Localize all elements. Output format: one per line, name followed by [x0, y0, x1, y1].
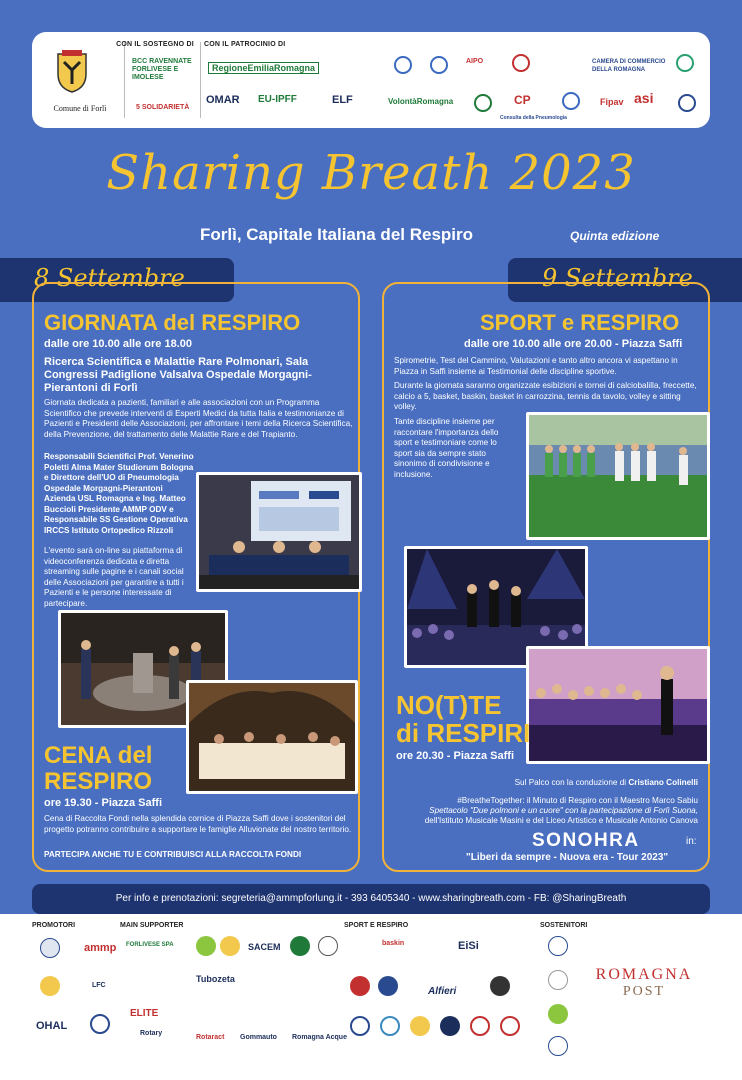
sport-icon	[440, 1016, 460, 1036]
stage-line3: Spettacolo "Due polmoni e un cuore" con la partecipazione di Forlì Suona,	[429, 806, 698, 815]
sostenitore-icon	[548, 936, 568, 956]
sostenitore-icon	[548, 1004, 568, 1024]
singer-photo	[526, 646, 710, 764]
promoter-icon	[40, 976, 60, 996]
sacem-logo: SACEM	[248, 942, 281, 952]
asi-logo: asi	[634, 90, 654, 106]
sostenitore-icon	[548, 1036, 568, 1056]
supporter-icon	[220, 936, 240, 956]
main-title: Sharing Breath 2023	[106, 145, 636, 201]
sport-icon	[490, 976, 510, 996]
dinner-image	[189, 683, 355, 791]
aipo-logo: AIPO	[466, 58, 484, 65]
day1-time: dalle ore 10.00 alle ore 18.00	[44, 338, 192, 350]
main-supporter-label: MAIN SUPPORTER	[120, 922, 184, 929]
sostenitore-icon	[548, 970, 568, 990]
day1-headline: Ricerca Scientifica e Malattie Rare Polmonari, Sala Congressi Padiglione Valsalva Ospedale Morgagni-Pierantoni di Forlì	[44, 356, 312, 394]
elite-logo: ELITE	[130, 1008, 159, 1019]
emblem-icon	[676, 54, 694, 72]
eisi-logo: EiSi	[458, 940, 479, 952]
consulta-logo: Consulta della Pneumologia	[500, 115, 567, 121]
supporter-icon	[196, 936, 216, 956]
stage-line4: dell'Istituto Musicale Masini e del Liceo Artistico e Musicale Antonio Canova	[424, 816, 698, 825]
stage-host: Cristiano Colinelli	[628, 778, 698, 787]
sport-icon	[380, 1016, 400, 1036]
supporter-logo: FORLIVESE SPA	[126, 942, 174, 948]
stage-host-line	[394, 778, 698, 789]
emblem-icon	[512, 54, 530, 72]
dinner-description: Cena di Raccolta Fondi nella splendida cornice di Piazza Saffi dove i sostenitori del progetto potranno contribuire a supportare le famiglie Alluvionate del nostro territorio.	[44, 814, 352, 834]
ammp-logo: ammp	[84, 942, 117, 954]
day2-title: SPORT e RESPIRO	[480, 310, 680, 335]
dinner-photo	[186, 680, 358, 794]
emblem-icon	[562, 92, 580, 110]
comune-label: Comune di Forlì	[53, 104, 107, 113]
dinner-title-line1: CENA del	[44, 742, 153, 769]
emblem-icon	[394, 56, 412, 74]
volonta-logo: VolontàRomagna	[388, 97, 454, 106]
sport-icon	[470, 1016, 490, 1036]
stage-line2: #BreatheTogether: il Minuto di Respiro con il Maestro Marco Sabiu	[457, 796, 698, 805]
solidarieta-logo: 5 SOLIDARIETÀ	[136, 104, 190, 111]
day1-title: GIORNATA del RESPIRO	[44, 310, 301, 335]
stage-prefix: Sul Palco con la conduzione di	[514, 778, 627, 787]
sport-icon	[500, 1016, 520, 1036]
comune-crest-icon	[54, 50, 90, 94]
sonohra-logo: SONOHRA	[532, 830, 640, 851]
sostegno-label: CON IL SOSTEGNO DI	[116, 41, 194, 48]
sport-photo	[526, 412, 710, 540]
sostenitori-label: SOSTENITORI	[540, 922, 588, 929]
night-title-line2: di RESPIRI	[396, 718, 531, 748]
lfc-logo: LFC	[92, 982, 106, 989]
alfieri-logo: Alfieri	[428, 986, 457, 997]
divider	[124, 42, 125, 118]
day2-time: dalle ore 10.00 alle ore 20.00 - Piazza Saffi	[464, 338, 683, 350]
romagna-post-watermark	[582, 966, 706, 1000]
day2-desc2: Durante la giornata saranno organizzate esibizioni e tornei di calciobalilla, freccette, calcio a 5, basket, baskin, basket in carrozzina, tennis da tavolo, volley e sitting volley.	[394, 381, 697, 411]
post-word: POST	[622, 984, 666, 999]
supporter-icon	[290, 936, 310, 956]
conference-image	[199, 475, 359, 589]
camera-logo: CAMERA DI COMMERCIO DELLA ROMAGNA	[592, 59, 666, 73]
subtitle: Forlì, Capitale Italiana del Respiro	[200, 225, 474, 244]
emblem-icon	[678, 94, 696, 112]
day2-desc1: Spirometrie, Test del Cammino, Valutazioni e tanto altro ancora vi aspettano in Piazza in Saffi insieme ai Testimonial delle discipline sportive.	[394, 356, 678, 376]
sponsor-strip	[32, 32, 710, 128]
fipav-logo: Fipav	[600, 97, 624, 107]
date-day1: 8 Settembre	[34, 264, 185, 292]
rotaract-logo: Rotaract	[196, 1034, 225, 1041]
promoter-icon	[40, 938, 60, 958]
night-time: ore 20.30 - Piazza Saffi	[396, 750, 514, 762]
sport-icon	[350, 1016, 370, 1036]
tubozeta-logo: Tubozeta	[196, 974, 235, 984]
edition-label: Quinta edizione	[570, 229, 660, 243]
info-bar: Per info e prenotazioni: segreteria@ammpforlung.it - 393 6405340 - www.sharingbreath.com - FB: @SharingBreath	[32, 884, 710, 914]
patrocinio-label: CON IL PATROCINIO DI	[204, 41, 286, 48]
day1-online: L'evento sarà on-line su piattaforma di videoconferenza dedicata e diretta streaming sulle pagine e i canali social delle Associazioni per garantire a tutti i Pazienti e le persone interessate di partecipare.	[44, 546, 184, 608]
tour-title: "Liberi da sempre - Nuova era - Tour 2023"	[466, 852, 669, 863]
dinner-cta: PARTECIPA ANCHE TU E CONTRIBUISCI ALLA RACCOLTA FONDI	[44, 850, 302, 859]
sport-icon	[410, 1016, 430, 1036]
baskin-logo: baskin	[382, 940, 405, 947]
dinner-time: ore 19.30 - Piazza Saffi	[44, 797, 162, 809]
sonohra-in: in:	[686, 836, 697, 847]
conference-photo	[196, 472, 362, 592]
dinner-title-line2: RESPIRO	[44, 768, 153, 795]
regione-logo: RegioneEmiliaRomagna	[208, 62, 319, 74]
romagna-acque-logo: Romagna Acque	[292, 1034, 347, 1041]
sport-icon	[378, 976, 398, 996]
divider	[200, 42, 201, 118]
promoter-icon	[90, 1014, 110, 1034]
day1-responsabili: Responsabili Scientifici Prof. Venerino Poletti Alma Mater Studiorum Bologna e Direttore dell'UO di Pneumologia Ospedale Morgagni-Pierantoni Azienda USL Romagna e Ing. Matteo Buccioli Presidente AMMP ODV e Responsabile SS Gestione Operativa IRCCS Istituto Ortopedico Rizzoli	[44, 452, 194, 535]
elf-logo: ELF	[332, 94, 353, 106]
supporter-icon	[318, 936, 338, 956]
omar-logo: OMAR	[206, 94, 240, 106]
date-day2: 9 Settembre	[542, 264, 693, 292]
sport-label: SPORT E RESPIRO	[344, 922, 409, 929]
sport-icon	[350, 976, 370, 996]
bcc-logo: BCC RAVENNATE FORLIVESE E IMOLESE	[132, 58, 192, 81]
day2-desc3: Tante discipline insieme per raccontare l'importanza dello sport e testimoniare come lo sport sia da sempre stato sinonimo di condivisione e inclusione.	[394, 417, 499, 479]
emblem-icon	[430, 56, 448, 74]
singer-image	[529, 649, 707, 761]
night-title-line1: NO(T)TE	[396, 690, 502, 720]
romagna-word: ROMAGNA	[595, 966, 693, 983]
promotori-label: PROMOTORI	[32, 922, 76, 929]
emblem-icon	[474, 94, 492, 112]
sport-image	[529, 415, 707, 537]
gommauto-logo: Gommauto	[240, 1034, 277, 1041]
rotary-logo: Rotary	[140, 1030, 163, 1037]
eu-ipff-logo: EU-IPFF	[258, 94, 297, 105]
ohal-logo: OHAL	[36, 1020, 68, 1032]
day1-description: Giornata dedicata a pazienti, familiari e alle associazioni con un Programma Scientifico che prevede interventi di Esperti Medici da tutta Italia e testimonianze di Pazienti e Presidenti delle Associazioni, per affrontare i temi della Ricerca Scientifica, della Prevenzione, del trattamento delle Malattie Rare e del Trapianto.	[44, 398, 353, 439]
cp-logo: CP	[514, 93, 531, 107]
